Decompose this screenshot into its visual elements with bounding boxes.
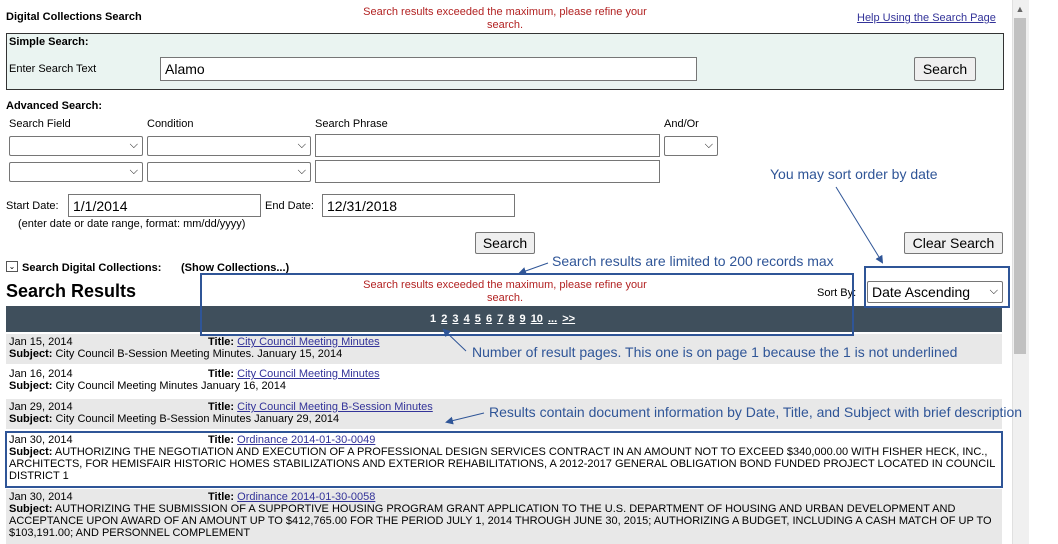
result-callout-box <box>5 431 1003 488</box>
end-date-label: End Date: <box>265 200 314 212</box>
result-subject: AUTHORIZING THE SUBMISSION OF A SUPPORTIVE HOUSING PROGRAM GRANT APPLICATION TO THE U.S. DEPARTMENT OF HOUSING AND URBAN DEVELOPMENT AND ACCEPTANCE UPON AWARD OF AN AMOUNT UP TO $412,765.00 FOR THE PERIOD JULY 1, 2014 THROUGH JUNE 30, 2015; AUTHORIZING A BUDGET, INCLUDING A CASH MATCH OF UP TO $103,191.00; AND PERSONNEL COMPLEMENT <box>9 503 992 539</box>
page-title: Digital Collections Search <box>6 11 142 23</box>
page-8-link[interactable]: 8 <box>508 313 515 325</box>
search-field-select-1[interactable] <box>9 136 143 156</box>
and-or-header: And/Or <box>664 118 699 130</box>
date-format-hint: (enter date or date range, format: mm/dd/yyyy) <box>18 218 246 230</box>
expand-icon[interactable]: ⌄ <box>6 261 18 272</box>
title-label: Title: <box>208 336 235 348</box>
page-2-link[interactable]: 2 <box>441 313 448 325</box>
table-row <box>6 366 1002 396</box>
result-title-link[interactable]: City Council Meeting B-Session Minutes <box>237 401 433 413</box>
annotation-contents: Results contain document information by Date, Title, and Subject with brief description <box>489 404 1023 420</box>
page-7-link[interactable]: 7 <box>497 313 504 325</box>
chevron-down-icon: ⌵ <box>704 139 713 151</box>
chevron-down-icon: ⌵ <box>989 285 998 297</box>
subject-label: Subject: <box>9 348 53 360</box>
condition-header: Condition <box>147 118 194 130</box>
result-date: Jan 29, 2014 <box>9 401 73 413</box>
result-title-link[interactable]: Ordinance 2014-01-30-0058 <box>237 491 376 503</box>
chevron-down-icon: ⌵ <box>297 139 306 151</box>
chevron-down-icon: ⌵ <box>129 165 138 177</box>
title-label: Title: <box>208 491 235 503</box>
clear-search-button[interactable]: Clear Search <box>904 232 1003 254</box>
limit-callout-box <box>200 273 857 336</box>
advanced-search-heading: Advanced Search: <box>6 100 102 112</box>
search-phrase-header: Search Phrase <box>315 118 388 130</box>
search-phrase-input-1[interactable] <box>315 134 660 157</box>
search-field-header: Search Field <box>9 118 71 130</box>
result-subject: City Council B-Session Meeting Minutes. January 15, 2014 <box>55 348 343 360</box>
result-title-link[interactable]: Ordinance 2014-01-30-0049 <box>237 434 376 446</box>
chevron-down-icon: ⌵ <box>297 165 306 177</box>
arrow-sort <box>836 187 882 262</box>
arrow-limit <box>520 263 548 273</box>
search-phrase-input-2[interactable] <box>315 160 660 183</box>
result-title-link[interactable]: City Council Meeting Minutes <box>237 336 380 348</box>
start-date-input[interactable]: 1/1/2014 <box>68 194 261 217</box>
title-label: Title: <box>208 401 235 413</box>
result-subject: AUTHORIZING THE NEGOTIATION AND EXECUTION OF A PROFESSIONAL DESIGN SERVICES CONTRACT IN AN AMOUNT NOT TO EXCEED $340,000.00 WITH FISHER HECK, INC., ARCHITECTS, FOR HEMISFAIR HISTORIC HOMES STABILIZATIONS AND EXTERIOR REHABILITATIONS, A 2012-2017 GENERAL OBLIGATION BOND FUNDED PROJECT LOCATED IN COUNCIL DISTRICT 1 <box>9 446 995 482</box>
simple-search-button[interactable]: Search <box>914 57 976 81</box>
page-9-link[interactable]: 9 <box>519 313 526 325</box>
page-4-link[interactable]: 4 <box>463 313 470 325</box>
chevron-down-icon: ⌵ <box>129 139 138 151</box>
result-subject: City Council Meeting Minutes January 16, 2014 <box>55 380 286 392</box>
condition-select-2[interactable] <box>147 162 311 182</box>
advanced-search-button[interactable]: Search <box>475 232 535 254</box>
result-subject: City Council Meeting B-Session Minutes January 29, 2014 <box>55 413 340 425</box>
annotation-pages: Number of result pages. This one is on page 1 because the 1 is not underlined <box>472 344 958 360</box>
start-date-label: Start Date: <box>6 200 59 212</box>
top-warning-line1: Search results exceeded the maximum, please refine your <box>363 6 647 18</box>
subject-label: Subject: <box>9 446 53 458</box>
page-10-link[interactable]: 10 <box>530 313 543 325</box>
results-warning-line2: search. <box>486 292 524 304</box>
top-warning <box>330 6 680 32</box>
page-more-link[interactable]: ... <box>548 313 558 325</box>
scroll-thumb[interactable] <box>1014 18 1026 354</box>
search-field-select-2[interactable] <box>9 162 143 182</box>
sort-by-value: Date Ascending <box>872 284 971 300</box>
search-text-input[interactable]: Alamo <box>160 57 697 81</box>
page-1: 1 <box>430 313 437 325</box>
subject-label: Subject: <box>9 413 53 425</box>
and-or-select[interactable] <box>664 136 718 156</box>
results-warning-line1: Search results exceeded the maximum, please refine your <box>363 279 647 291</box>
help-link[interactable]: Help Using the Search Page <box>857 12 996 24</box>
subject-label: Subject: <box>9 380 53 392</box>
title-label: Title: <box>208 434 235 446</box>
result-date: Jan 16, 2014 <box>9 368 73 380</box>
result-date: Jan 30, 2014 <box>9 491 73 503</box>
subject-label: Subject: <box>9 503 53 515</box>
end-date-input[interactable]: 12/31/2018 <box>322 194 515 217</box>
table-row <box>6 489 1002 544</box>
sort-by-label: Sort By: <box>817 287 857 299</box>
annotation-limit: Search results are limited to 200 records max <box>552 253 834 269</box>
top-warning-line2: search. <box>486 19 524 31</box>
simple-search-heading: Simple Search: <box>9 36 89 48</box>
annotation-sort: You may sort order by date <box>770 166 938 182</box>
result-date: Jan 15, 2014 <box>9 336 73 348</box>
results-heading: Search Results <box>6 281 137 301</box>
result-date: Jan 30, 2014 <box>9 434 73 446</box>
sort-callout-box <box>864 266 1010 308</box>
page-6-link[interactable]: 6 <box>485 313 493 325</box>
page-next-link[interactable]: >> <box>562 313 576 325</box>
result-title-link[interactable]: City Council Meeting Minutes <box>237 368 380 380</box>
condition-select-1[interactable] <box>147 136 311 156</box>
show-collections-link[interactable]: (Show Collections...) <box>181 262 290 274</box>
search-text-label: Enter Search Text <box>9 63 97 75</box>
page-3-link[interactable]: 3 <box>452 313 459 325</box>
scroll-up-icon[interactable]: ▲ <box>1015 4 1025 14</box>
page-5-link[interactable]: 5 <box>474 313 481 325</box>
collections-label: Search Digital Collections: <box>22 262 162 274</box>
title-label: Title: <box>208 368 235 380</box>
